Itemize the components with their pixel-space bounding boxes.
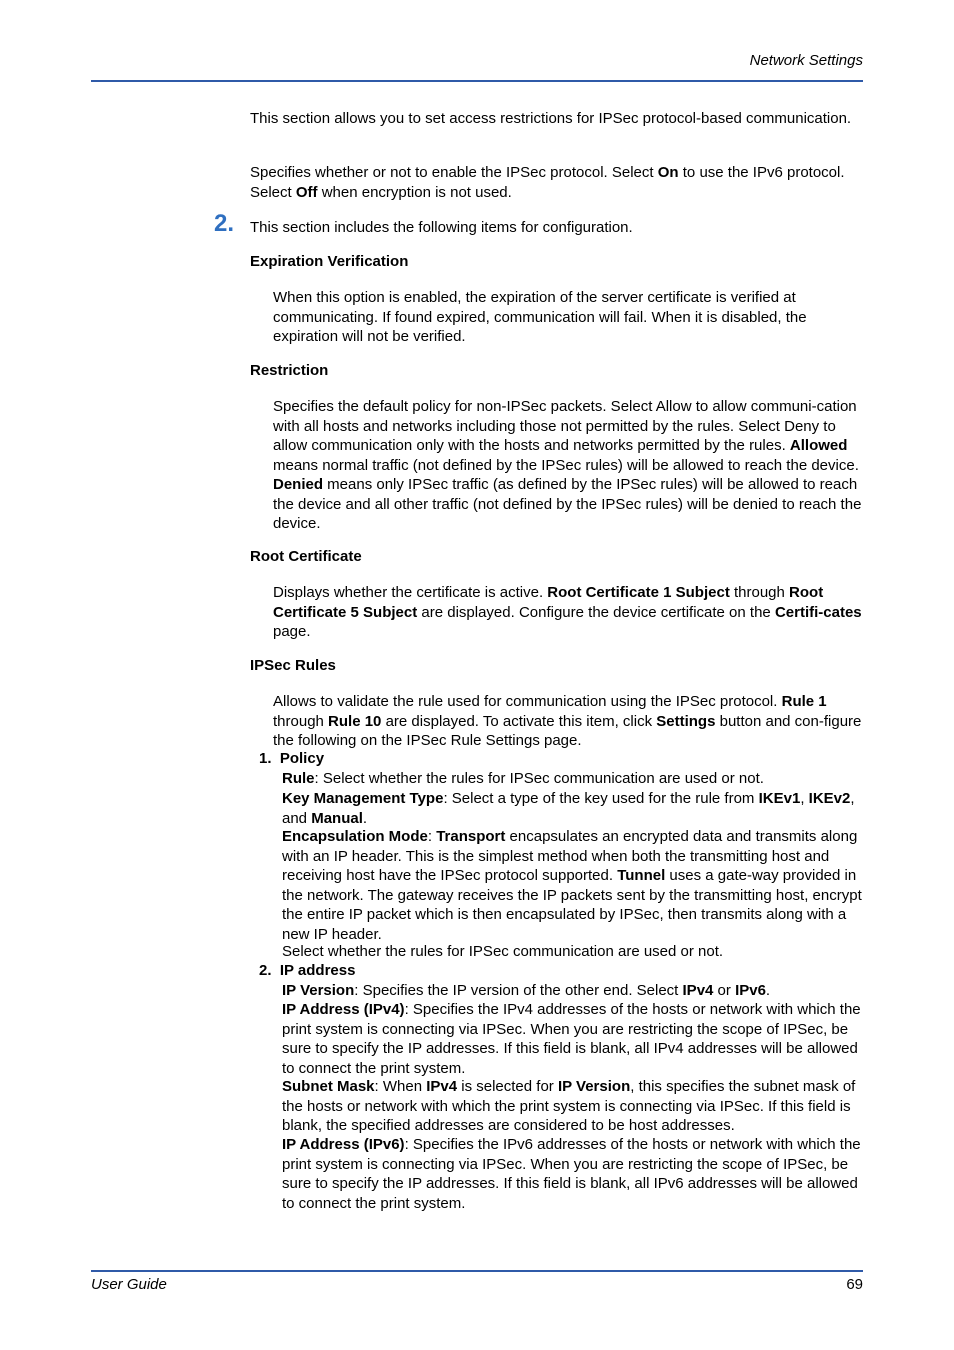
- footer-rule: [91, 1270, 863, 1272]
- step-text: This section includes the following items for configuration.: [250, 219, 633, 236]
- page-number: 69: [846, 1276, 863, 1293]
- policy-list-item: 1. Policy: [259, 750, 325, 767]
- policy-rule-text: Rule: Select whether the rules for IPSec communication are used or not.: [282, 770, 764, 787]
- root-certificate-text: Displays whether the certificate is active. Root Certificate 1 Subject through Root Certificate 5 Subject are displayed. Configure the device certificate on the Certifi-cates page.: [273, 584, 862, 640]
- footer-title: User Guide: [91, 1276, 167, 1293]
- ip-address-v4-text: IP Address (IPv4): Specifies the IPv4 addresses of the hosts or network with which the print system is connecting via IPSec. When you are restricting the scope of IPSec, be sure to specify the IP addresses. If this field is blank, all IPv4 addresses will be allowed to connect the print system.: [282, 1001, 861, 1077]
- root-certificate-heading: Root Certificate: [250, 548, 362, 565]
- step-number: 2.: [214, 210, 235, 237]
- restriction-heading: Restriction: [250, 362, 329, 379]
- restriction-text: Specifies the default policy for non-IPSec packets. Select Allow to allow communi-cation with all hosts and networks including those not permitted by the rules. Select Deny to allow communication only with the hosts and networks permitted by the rules. Allowed means normal traffic (not defined by the IPSec rules) will be allowed to reach the device. Denied means only IPSec traffic (as defined by the IPSec rules) will be allowed to reach the device and all other traffic (not defined by the IPSec rules) will be denied to reach the device.: [273, 398, 862, 532]
- intro-paragraph: This section allows you to set access restrictions for IPSec protocol-based communication.: [250, 110, 852, 127]
- expiration-heading: Expiration Verification: [250, 253, 409, 270]
- expiration-text: When this option is enabled, the expiration of the server certificate is verified at communicating. If found expired, communication will fail. When it is disabled, the expiration will not be verified.: [273, 289, 807, 345]
- header-rule: [91, 80, 863, 82]
- policy-select-text: Select whether the rules for IPSec communication are used or not.: [282, 943, 724, 960]
- enable-paragraph: Specifies whether or not to enable the IPSec protocol. Select On to use the IPv6 protocol. Select Off when encryption is not used.: [250, 164, 845, 201]
- policy-encapsulation-text: Encapsulation Mode: Transport encapsulates an encrypted data and transmits along with an IP header. This is the simplest method when both the transmitting host and receiving host have the IPSec protocol supported. Tunnel uses a gate-way provided in the network. The gateway receives the IP packets sent by the transmitting host, encrypt the entire IP packet which is then encapsulated by IPSec, then transmits along with a new IP header.: [282, 828, 862, 943]
- ip-address-v6-text: IP Address (IPv6): Specifies the IPv6 addresses of the hosts or network with which the print system is connecting via IPSec. When you are restricting the scope of IPSec, be sure to specify the IP addresses. If this field is blank, all IPv6 addresses will be allowed to connect the print system.: [282, 1136, 861, 1212]
- policy-key-management-text: Key Management Type: Select a type of the key used for the rule from IKEv1, IKEv2, and Manual.: [282, 790, 855, 827]
- ip-address-list-item: 2. IP address: [259, 962, 356, 979]
- ip-version-text: IP Version: Specifies the IP version of the other end. Select IPv4 or IPv6.: [282, 982, 771, 999]
- ipsec-rules-text: Allows to validate the rule used for communication using the IPSec protocol. Rule 1 through Rule 10 are displayed. To activate this item, click Settings button and con-figure the following on the IPSec Rule Settings page.: [273, 693, 862, 749]
- subnet-mask-text: Subnet Mask: When IPv4 is selected for IP Version, this specifies the subnet mask of the hosts or network with which the print system is connecting via IPSec. If this field is blank, the specified addresses are considered to be host addresses.: [282, 1078, 856, 1134]
- header-title: Network Settings: [749, 52, 863, 69]
- ipsec-rules-heading: IPSec Rules: [250, 657, 336, 674]
